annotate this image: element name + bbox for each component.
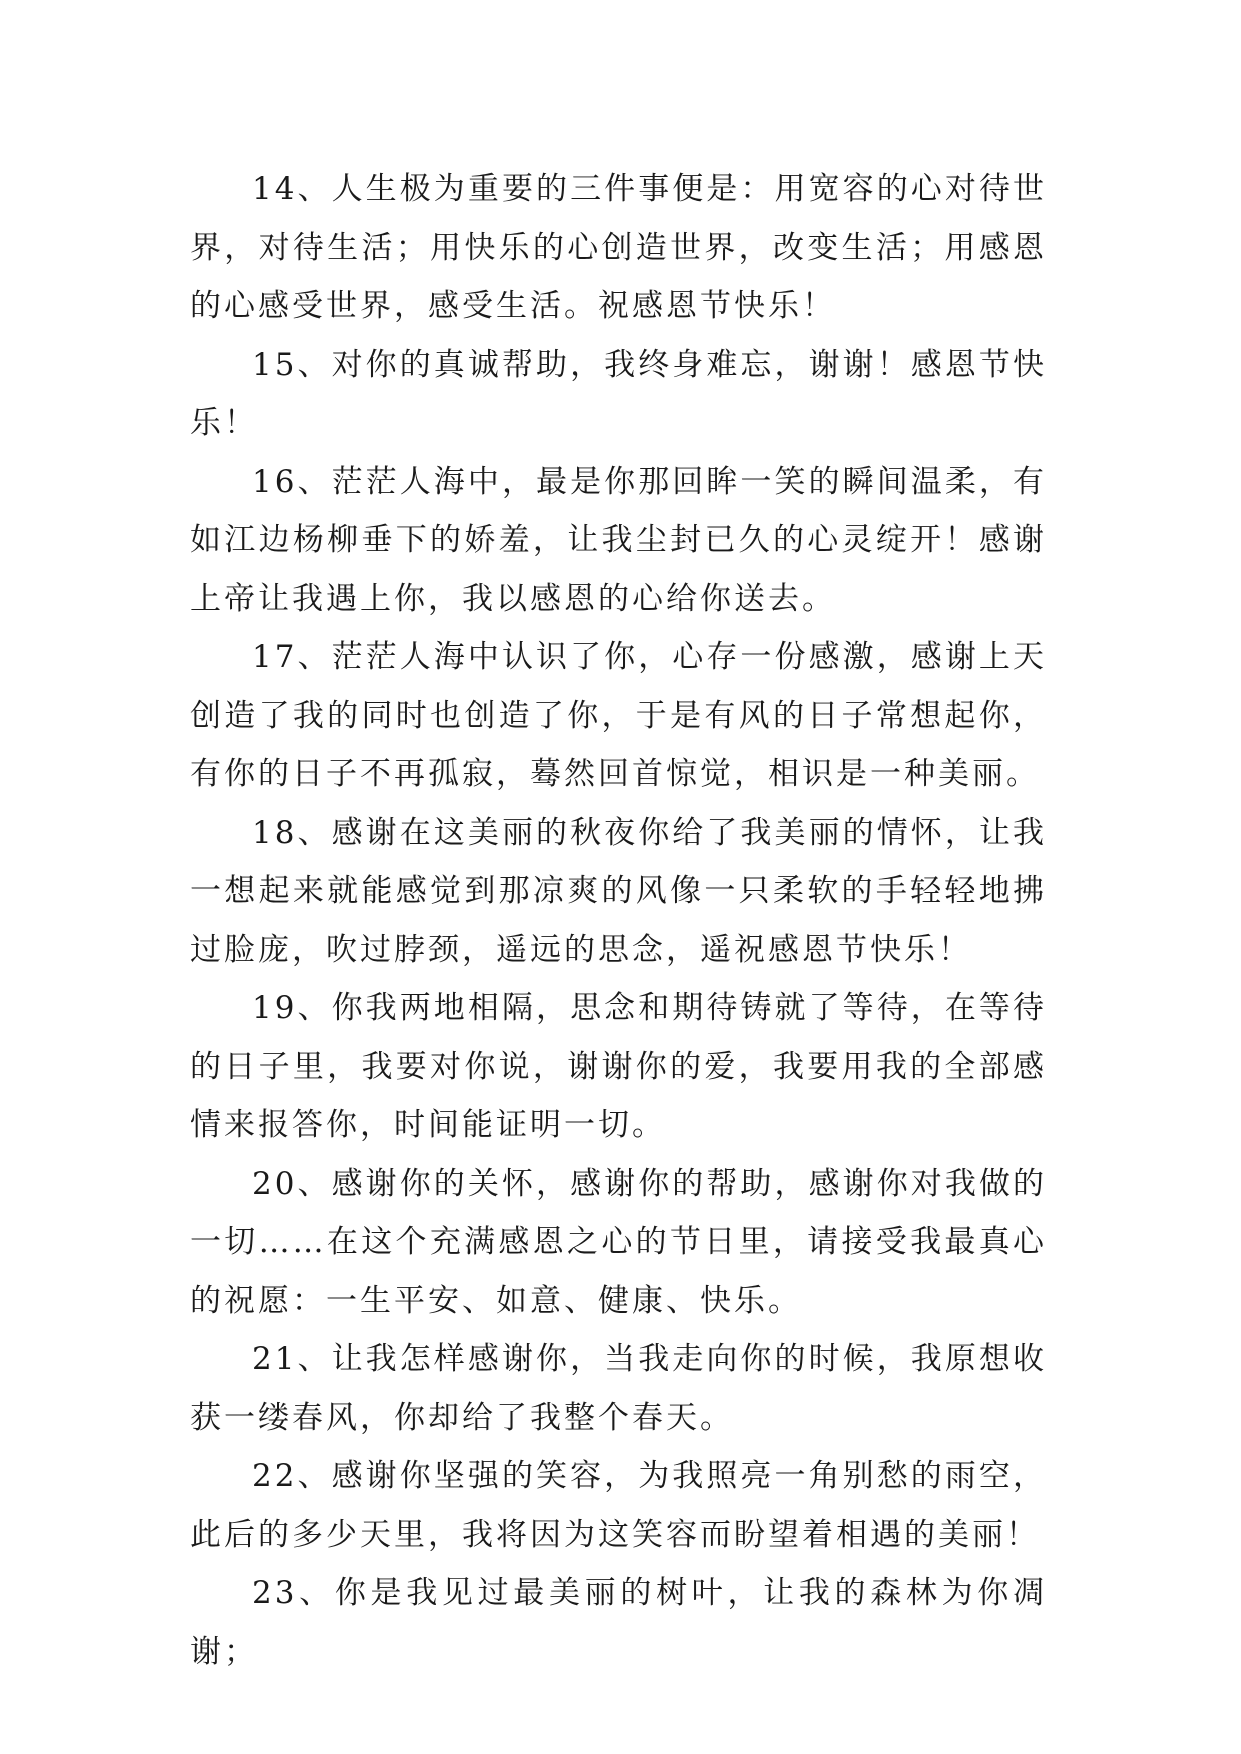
paragraph-18: 18、感谢在这美丽的秋夜你给了我美丽的情怀，让我一想起来就能感觉到那凉爽的风像一只柔软的手轻轻地拂过脸庞，吹过脖颈，遥远的思念，遥祝感恩节快乐！ bbox=[190, 814, 1047, 968]
document-page bbox=[190, 160, 1047, 1681]
paragraph-23: 23、你是我见过最美丽的树叶，让我的森林为你凋谢； bbox=[190, 1575, 1047, 1670]
paragraph-20: 20、感谢你的关怀，感谢你的帮助，感谢你对我做的一切……在这个充满感恩之心的节日里，请接受我最真心的祝愿：一生平安、如意、健康、快乐。 bbox=[190, 1165, 1047, 1319]
paragraph-17: 17、茫茫人海中认识了你，心存一份感激，感谢上天创造了我的同时也创造了你，于是有风的日子常想起你，有你的日子不再孤寂，蓦然回首惊觉，相识是一种美丽。 bbox=[190, 639, 1047, 792]
paragraph-16: 16、茫茫人海中，最是你那回眸一笑的瞬间温柔，有如江边杨柳垂下的娇羞，让我尘封已久的心灵绽开！感谢上帝让我遇上你，我以感恩的心给你送去。 bbox=[190, 463, 1047, 617]
paragraph-21: 21、让我怎样感谢你，当我走向你的时候，我原想收获一缕春风，你却给了我整个春天。 bbox=[190, 1341, 1047, 1436]
paragraph-14: 14、人生极为重要的三件事便是：用宽容的心对待世界，对待生活；用快乐的心创造世界，改变生活；用感恩的心感受世界，感受生活。祝感恩节快乐！ bbox=[190, 171, 1047, 324]
paragraph-15: 15、对你的真诚帮助，我终身难忘，谢谢！感恩节快乐！ bbox=[190, 346, 1047, 441]
paragraph-19: 19、你我两地相隔，思念和期待铸就了等待，在等待的日子里，我要对你说，谢谢你的爱，我要用我的全部感情来报答你，时间能证明一切。 bbox=[190, 990, 1047, 1143]
paragraph-22: 22、感谢你坚强的笑容，为我照亮一角别愁的雨空，此后的多少天里，我将因为这笑容而盼望着相遇的美丽！ bbox=[190, 1458, 1047, 1553]
